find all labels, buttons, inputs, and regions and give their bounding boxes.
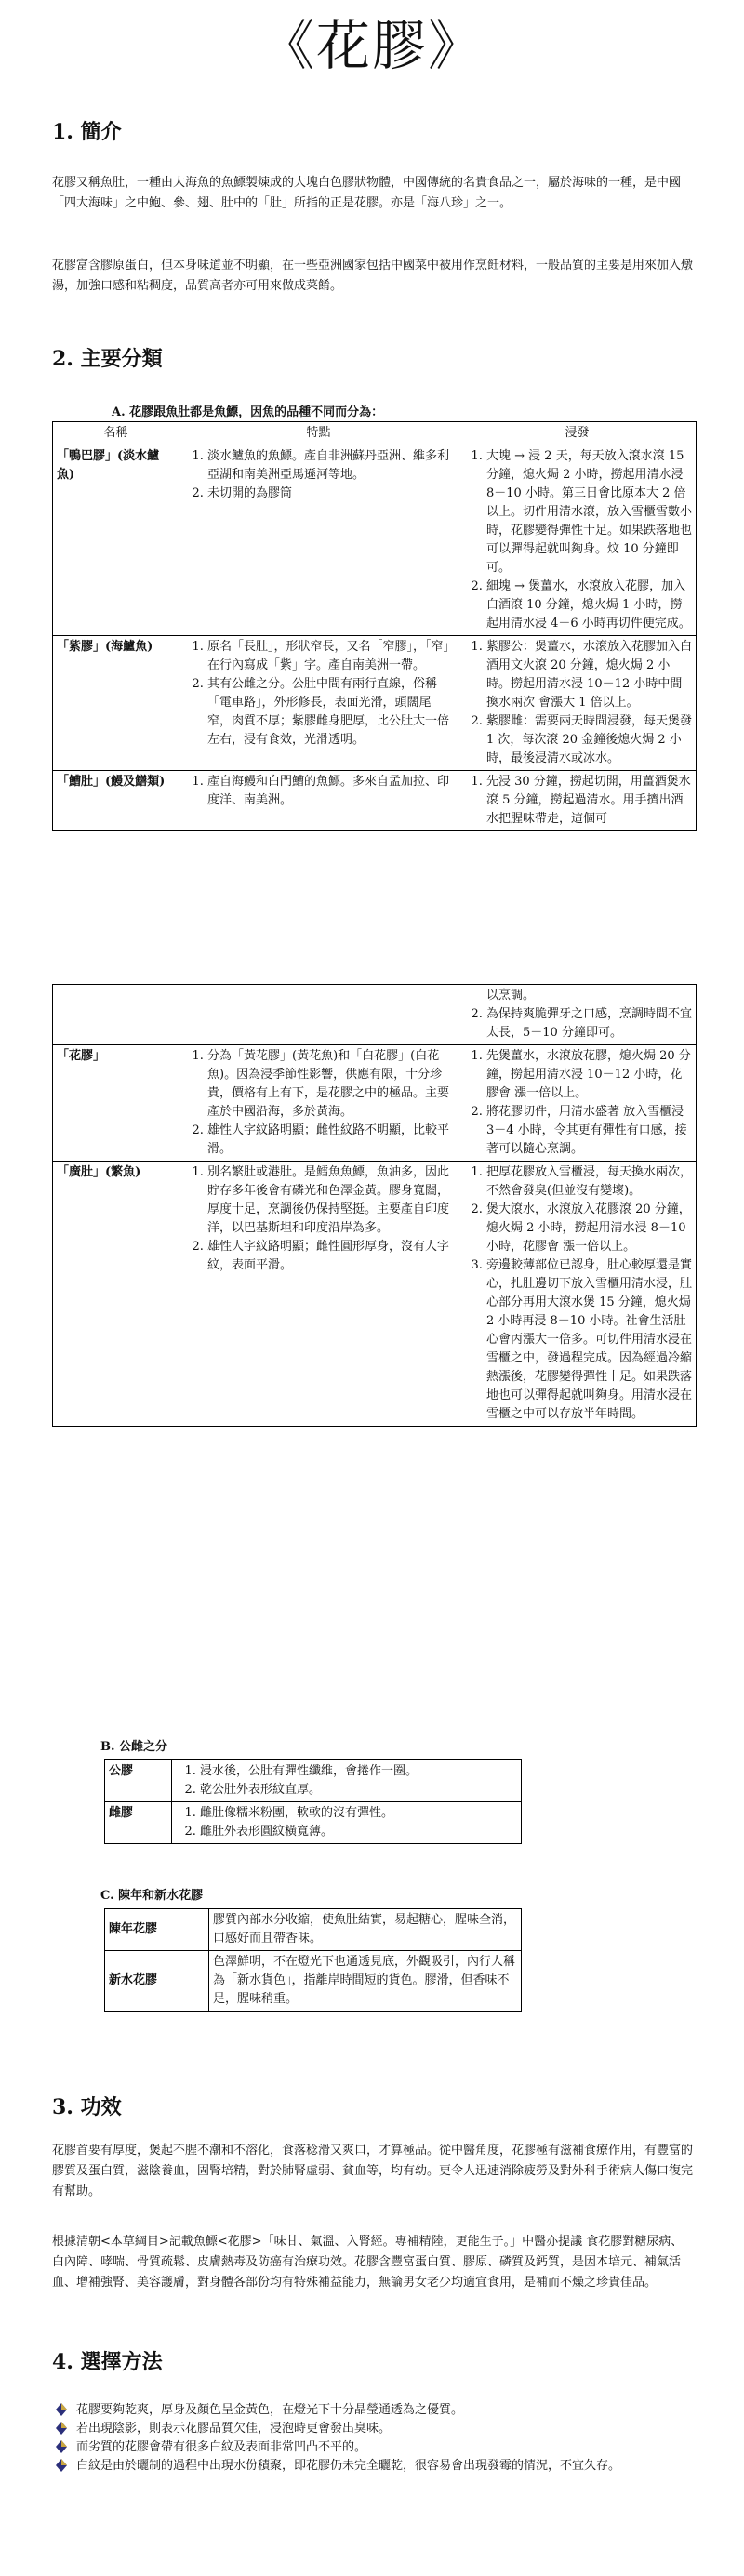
row-name: 「紫膠」(海鱸魚) — [53, 636, 179, 771]
list-item-text: 花膠要夠乾爽，厚身及顏色呈金黃色，在燈光下十分晶瑩通透為之優質。 — [76, 2403, 464, 2417]
row-soak-continued — [458, 985, 697, 1045]
selection-list — [52, 2401, 694, 2476]
list-item: 1. 先浸 30 分鐘，撈起切開，用薑酒煲水滾 5 分鐘，撈起過清水。用手擠出酒水把腥味帶走，這個可 — [486, 773, 692, 829]
section-heading-intro: 1. 簡介 — [52, 120, 122, 144]
list-item: 2. 雌肚外表形圓紋橫寬薄。 — [200, 1823, 517, 1841]
empty-cell — [179, 985, 458, 1045]
section-heading-selection: 4. 選擇方法 — [52, 2350, 163, 2374]
row-soak — [458, 771, 697, 831]
row-text: 膠質內部水分收縮，使魚肚結實，易起糖心，腥味全消，口感好而且帶香味。 — [209, 1909, 522, 1951]
row-label: 陳年花膠 — [105, 1909, 209, 1951]
list-item: 2. 為保持爽脆彈牙之口感，烹調時間不宜太長，5－10 分鐘即可。 — [486, 1005, 692, 1042]
table-header-row — [53, 422, 697, 445]
list-item: 1. 大塊 → 浸 2 天，每天放入滾水滾 15 分鐘，熄火焗 2 小時，撈起用清水浸 8－10 小時。第三日會比原本大 2 倍以上。切件用清水滾，放入雪櫃雪數小時，花膠變得彈性十足。如果跌落地也可以彈得起就叫夠身。炆 10 分鐘即可。 — [486, 447, 692, 578]
row-features — [179, 771, 458, 831]
list-item: 1. 淡水鱸魚的魚鰾。產自非洲蘇丹亞洲、維多利亞湖和南美洲亞馬遜河等地。 — [207, 447, 454, 485]
list-item: 2. 煲大滾水，水滾放入花膠滾 20 分鐘，熄火焗 2 小時，撈起用清水浸 8－10 小時，花膠會 漲一倍以上。 — [486, 1201, 692, 1256]
empty-cell — [53, 985, 179, 1045]
row-label: 新水花膠 — [105, 1951, 209, 2012]
row-soak — [458, 1045, 697, 1162]
row-features — [179, 636, 458, 771]
list-item — [52, 2401, 694, 2420]
list-item: 1. 把厚花膠放入雪櫃浸，每天換水兩次，不然會發臭(但並沒有變壞)。 — [486, 1163, 692, 1201]
row-features — [179, 1162, 458, 1427]
row-items — [172, 1802, 522, 1844]
list-item: 2. 未切開的為膠筒 — [207, 485, 454, 503]
benefits-paragraph-1: 花膠首要有厚度，煲起不腥不潮和不溶化，食落稔滑又爽口，才算極品。從中醫角度，花膠極有滋補食療作用，有豐富的膠質及蛋白質，滋陰養血，固腎培精，對於肺腎虛弱、貧血等，均有幼。更令人迅速消除疲勞及對外科手術病人傷口復完有幫助。 — [52, 2144, 694, 2198]
list-item-text: 而劣質的花膠會帶有很多白紋及表面非常凹凸不平的。 — [76, 2440, 367, 2454]
list-item-text: 若出現陰影，則表示花膠品質欠佳，浸泡時更會發出臭味。 — [76, 2422, 392, 2436]
list-item: 1. 原名「長肚」，形狀窄長，又名「窄膠」，「窄」在行內寫成「紫」字。產自南美洲一帶。 — [207, 638, 454, 675]
diamond-bullet-icon — [56, 2440, 67, 2453]
row-label: 雌膠 — [105, 1802, 172, 1844]
header-features: 特點 — [179, 422, 458, 445]
list-item — [52, 2457, 694, 2476]
list-item: 2. 紫膠雌：需要兩天時間浸發，每天煲發 1 次，每次滾 20 金鐘後熄火焗 2 小時，最後浸清水或冰水。 — [486, 712, 692, 768]
list-item: 1. 先煲薑水，水滾放花膠，熄火焗 20 分鐘，撈起用清水浸 10－12 小時，花膠會 漲一倍以上。 — [486, 1047, 692, 1103]
subheading-b: B. 公雌之分 — [100, 1740, 168, 1754]
row-soak — [458, 636, 697, 771]
list-item — [52, 2438, 694, 2457]
table-row — [105, 1951, 522, 2012]
age-table — [104, 1908, 522, 2012]
diamond-bullet-icon — [56, 2422, 67, 2435]
list-item — [52, 2420, 694, 2438]
list-item: 1. 雌肚像糯米粉團，軟軟的沒有彈性。 — [200, 1804, 517, 1823]
row-name: 「鰽肚」(鰻及鱔類) — [53, 771, 179, 831]
table-row — [53, 1162, 697, 1427]
continued-text: 以烹調。 — [486, 989, 536, 1003]
table-row — [53, 445, 697, 636]
intro-paragraph-1: 花膠又稱魚肚，一種由大海魚的魚鰾製煉成的大塊白色膠狀物體，中國傳統的名貴食品之一，屬於海味的一種，是中國「四大海味」之中鮑、參、翅、肚中的「肚」所指的正是花膠。亦是「海八珍」之一。 — [52, 176, 682, 210]
category-table-part-1 — [52, 421, 697, 831]
row-items — [172, 1760, 522, 1802]
benefits-paragraph-2: 根據清朝<本草綱目>記載魚鰾<花膠>「味甘、氣溫、入腎經。專補精陸，更能生子。」中醫亦提議 食花膠對糖尿病、白內障、哮喘、骨質疏鬆、皮膚熱毒及防癌有治療功效。花膠含豐富蛋白質、膠原、磷質及鈣質，是因本培元、補氣活血、增補強腎、美容護膚，對身體各部份均有特殊補益能力，無論男女老少均適宜食用，是補而不燥之珍貴佳品。 — [52, 2235, 684, 2290]
row-name: 「鴨巴膠」(淡水鱸魚) — [53, 445, 179, 636]
header-name: 名稱 — [53, 422, 179, 445]
list-item: 2. 細塊 → 煲薑水，水滾放入花膠，加入白酒滾 10 分鐘，熄火焗 1 小時，撈起用清水浸 4－6 小時再切件便完成。 — [486, 578, 692, 633]
table-row — [105, 1760, 522, 1802]
table-row — [105, 1802, 522, 1844]
table-row — [53, 636, 697, 771]
table-row — [53, 771, 697, 831]
row-name: 「花膠」 — [53, 1045, 179, 1162]
row-name: 「廣肚」(繁魚) — [53, 1162, 179, 1427]
table-row — [105, 1909, 522, 1951]
header-soak: 浸發 — [458, 422, 697, 445]
row-text: 色澤鮮明，不在燈光下也通透見底，外觀吸引，內行人稱為「新水貨色」，指離岸時間短的貨色。膠滑，但香味不足，腥味稍重。 — [209, 1951, 522, 2012]
list-item: 1. 浸水後，公肚有彈性纖維，會捲作一圈。 — [200, 1762, 517, 1781]
list-item-text: 白紋是由於曬制的過程中出現水份積聚，即花膠仍未完全曬乾，很容易會出現發霉的情況，不宜久存。 — [76, 2459, 621, 2473]
list-item: 2. 將花膠切件，用清水盛著 放入雪櫃浸 3－4 小時，令其更有彈性有口感，接著可以隨心烹調。 — [486, 1103, 692, 1159]
list-item: 2. 雄性人字紋路明顯；雌性紋路不明顯，比較平滑。 — [207, 1122, 454, 1159]
list-item: 2. 其有公雌之分。公肚中間有兩行直線，俗稱「電車路」，外形修長，表面光滑，頭闊尾窄，肉質不厚；紫膠雌身肥厚，比公肚大一倍左右，浸有食效，光滑透明。 — [207, 675, 454, 750]
diamond-bullet-icon — [56, 2459, 67, 2472]
section-heading-categories: 2. 主要分類 — [52, 347, 163, 371]
table-row-continued — [53, 985, 697, 1045]
list-item: 2. 乾公肚外表形紋直厚。 — [200, 1781, 517, 1799]
list-item: 3. 旁邊較薄部位已認身，肚心較厚還是實心，扎肚邊切下放入雪櫃用清水浸，肚心部分再用大滾水煲 15 分鐘，熄火焗 2 小時再浸 8－10 小時。社會生活肚心會丙漲大一倍多。可切件用清水浸在雪櫃之中，發過程完成。因為經過冷縮熱漲後，花膠變得彈性十足。如果跌落地也可以彈得起就叫夠身。用清水浸在雪櫃之中可以存放半年時間。 — [486, 1256, 692, 1424]
list-item: 2. 雄性人字紋路明顯；雌性圓形厚身，沒有人字紋，表面平滑。 — [207, 1238, 454, 1275]
list-item: 1. 別名繁肚或港肚。是鱈魚魚鰾，魚油多，因此貯存多年後會有磷光和色澤金黃。膠身寬闊，厚度十足，烹調後仍保持堅挺。主要產自印度洋，以巴基斯坦和印度沿岸為多。 — [207, 1163, 454, 1238]
intro-paragraph-2: 花膠富含膠原蛋白，但本身味道並不明顯，在一些亞洲國家包括中國菜中被用作烹飪材料，一般品質的主要是用來加入燉湯，加強口感和粘稠度，品質高者亦可用來做成菜餚。 — [52, 259, 694, 293]
table-row — [53, 1045, 697, 1162]
row-features — [179, 1045, 458, 1162]
row-soak — [458, 445, 697, 636]
section-heading-benefits: 3. 功效 — [52, 2095, 122, 2119]
list-item: 1. 分為「黃花膠」(黃花魚)和「白花膠」(白花魚)。因為浸季節性影響，供應有限，十分珍貴，價格有上有下，是花膠之中的極品。主要產於中國沿海，多於黃海。 — [207, 1047, 454, 1122]
gender-table — [104, 1759, 522, 1844]
subheading-a: A. 花膠跟魚肚都是魚鰾，因魚的品種不同而分為： — [112, 405, 384, 419]
list-item: 1. 產自海鰻和白門鰽的魚鰾。多來自孟加拉、印度洋、南美洲。 — [207, 773, 454, 810]
row-label: 公膠 — [105, 1760, 172, 1802]
page-title: 《花膠》 — [259, 14, 484, 77]
subheading-c: C. 陳年和新水花膠 — [100, 1889, 204, 1903]
diamond-bullet-icon — [56, 2403, 67, 2416]
category-table-part-2 — [52, 984, 697, 1427]
list-item: 1. 紫膠公：煲薑水，水滾放入花膠加入白酒用文火滾 20 分鐘，熄火焗 2 小時。撈起用清水浸 10－12 小時中間換水兩次 會漲大 1 倍以上。 — [486, 638, 692, 712]
row-features — [179, 445, 458, 636]
row-soak — [458, 1162, 697, 1427]
